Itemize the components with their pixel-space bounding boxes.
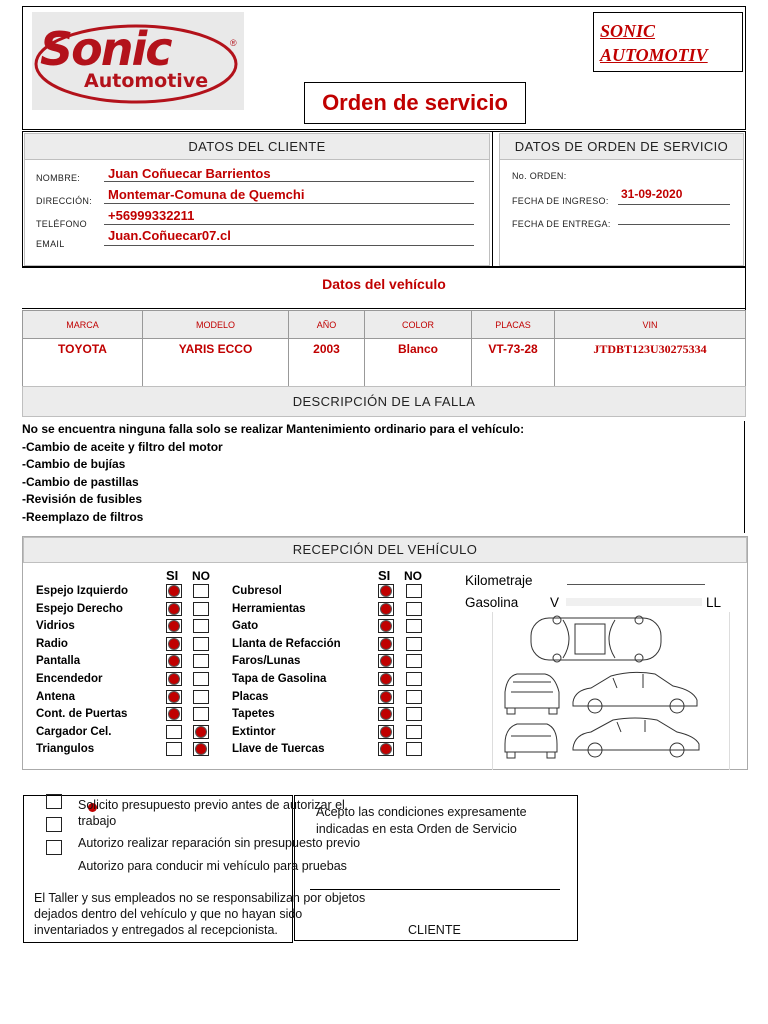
option-presupuesto-checkbox[interactable] <box>46 794 62 809</box>
fecha-ingreso-value: 31-09-2020 <box>621 187 683 201</box>
car-diagram <box>492 612 730 770</box>
option-presupuesto-label-cont: trabajo <box>78 814 117 828</box>
left-no-checkbox[interactable] <box>193 602 209 616</box>
right-si-checkbox[interactable] <box>378 707 394 721</box>
right-si-checkbox[interactable] <box>378 690 394 704</box>
left-no-checkbox[interactable] <box>193 654 209 668</box>
right-no-checkbox[interactable] <box>406 619 422 633</box>
left-no-checkbox[interactable] <box>193 672 209 686</box>
left-item-label: Encendedor <box>36 673 103 685</box>
right-si-checkbox[interactable] <box>378 742 394 756</box>
vehicle-heading: Datos del vehículo <box>322 276 446 292</box>
left-item-label: Antena <box>36 690 75 703</box>
right-si-checkbox[interactable] <box>378 725 394 739</box>
col-vin: VIN <box>555 311 746 339</box>
option-conducir-checkbox[interactable] <box>46 840 62 855</box>
sonic-automotive-logo <box>32 12 244 110</box>
client-heading: DATOS DEL CLIENTE <box>24 133 490 160</box>
left-item-label: Vidrios <box>36 620 75 633</box>
divider <box>492 131 493 268</box>
reception-heading: RECEPCIÓN DEL VEHÍCULO <box>23 537 747 563</box>
signature-line[interactable] <box>310 889 560 890</box>
ano-value: 2003 <box>289 339 365 389</box>
direccion-underline <box>104 203 474 204</box>
disclaimer-line-1: El Taller y sus empleados no se responsabilizan por objetos <box>34 891 366 905</box>
fecha-ingreso-label: FECHA DE INGRESO: <box>512 196 609 206</box>
fault-line: -Cambio de bujías <box>22 457 126 471</box>
right-no-checkbox[interactable] <box>406 707 422 721</box>
left-no-checkbox[interactable] <box>193 584 209 598</box>
logo-word: Sonic <box>40 22 171 76</box>
fecha-entrega-label: FECHA DE ENTREGA: <box>512 219 611 229</box>
left-si-checkbox[interactable] <box>166 725 182 739</box>
logo-sub: Automotive <box>84 70 209 92</box>
left-item-label: Espejo Derecho <box>36 602 123 615</box>
right-no-checkbox[interactable] <box>406 584 422 598</box>
email-underline <box>104 245 474 246</box>
right-si-checkbox[interactable] <box>378 654 394 668</box>
gasolina-label: Gasolina <box>465 595 519 610</box>
option-sin-presupuesto-checkbox[interactable] <box>46 817 62 832</box>
brand-line-1: SONIC <box>600 21 656 41</box>
right-no-checkbox[interactable] <box>406 672 422 686</box>
right-item-label: Herramientas <box>232 602 306 615</box>
gas-full-label: LL <box>706 595 722 610</box>
acepto-line-1: Acepto las condiciones expresamente <box>316 805 527 819</box>
left-si-checkbox[interactable] <box>166 742 182 756</box>
telefono-underline <box>104 224 474 225</box>
right-si-checkbox[interactable] <box>378 602 394 616</box>
left-item-label: Cargador Cel. <box>36 725 112 738</box>
right-item-label: Tapetes <box>232 708 275 721</box>
right-no-checkbox[interactable] <box>406 637 422 651</box>
right-no-checkbox[interactable] <box>406 654 422 668</box>
right-item-label: Llave de Tuercas <box>232 743 325 756</box>
no-header-left: NO <box>192 569 210 583</box>
left-no-checkbox[interactable] <box>193 725 209 739</box>
nombre-value: Juan Coñuecar Barrientos <box>108 166 271 181</box>
nombre-label: NOMBRE: <box>36 173 81 183</box>
right-si-checkbox[interactable] <box>378 672 394 686</box>
left-si-checkbox[interactable] <box>166 672 182 686</box>
col-modelo: MODELO <box>143 311 289 339</box>
email-value: Juan.Coñuecar07.cl <box>108 228 231 243</box>
vin-value: JTDBT123U30275334 <box>555 339 746 389</box>
right-si-checkbox[interactable] <box>378 637 394 651</box>
left-no-checkbox[interactable] <box>193 690 209 704</box>
fecha-entrega-underline <box>618 224 730 225</box>
fault-line: -Cambio de pastillas <box>22 474 139 489</box>
vehicle-value-row <box>23 339 746 389</box>
left-item-label: Espejo Izquierdo <box>36 585 129 597</box>
fault-line: -Cambio de aceite y filtro del motor <box>22 439 223 454</box>
right-item-label: Faros/Lunas <box>232 655 301 668</box>
right-item-label: Tapa de Gasolina <box>232 673 327 685</box>
left-no-checkbox[interactable] <box>193 742 209 756</box>
col-marca: MARCA <box>23 311 143 339</box>
option-conducir-label: Autorizo para conducir mi vehículo para pruebas <box>78 859 347 873</box>
col-color: COLOR <box>365 311 472 339</box>
left-no-checkbox[interactable] <box>193 619 209 633</box>
left-si-checkbox[interactable] <box>166 654 182 668</box>
left-si-checkbox[interactable] <box>166 707 182 721</box>
modelo-value: YARIS ECCO <box>143 339 289 389</box>
right-no-checkbox[interactable] <box>406 602 422 616</box>
kilometraje-field[interactable] <box>567 584 705 585</box>
left-item-label: Cont. de Puertas <box>36 708 128 721</box>
right-no-checkbox[interactable] <box>406 690 422 704</box>
right-no-checkbox[interactable] <box>406 725 422 739</box>
page-title: Orden de servicio <box>304 82 526 124</box>
left-item-label: Triangulos <box>36 743 95 756</box>
orden-no-label: No. ORDEN: <box>512 171 567 181</box>
kilometraje-label: Kilometraje <box>465 573 533 588</box>
placas-value: VT-73-28 <box>472 339 555 389</box>
fecha-ingreso-underline <box>618 204 730 205</box>
direccion-value: Montemar-Comuna de Quemchi <box>108 187 305 202</box>
vehicle-table <box>22 310 746 389</box>
right-item-label: Extintor <box>232 725 276 738</box>
disclaimer-line-3: inventariados y entregados al recepcionista. <box>34 923 278 937</box>
col-placas: PLACAS <box>472 311 555 339</box>
right-item-label: Placas <box>232 690 269 703</box>
direccion-label: DIRECCIÓN: <box>36 196 93 206</box>
brand-box <box>593 12 743 72</box>
logo-registered: ® <box>230 38 237 48</box>
color-value: Blanco <box>365 339 472 389</box>
order-heading: DATOS DE ORDEN DE SERVICIO <box>499 133 744 160</box>
telefono-value: +56999332211 <box>108 208 195 223</box>
right-si-checkbox[interactable] <box>378 584 394 598</box>
fuel-gauge[interactable] <box>566 598 702 606</box>
left-item-label: Radio <box>36 637 68 650</box>
right-no-checkbox[interactable] <box>406 742 422 756</box>
gas-empty-label: V <box>550 595 560 610</box>
brand-line-2: AUTOMOTIV <box>600 45 708 65</box>
no-header-right: NO <box>404 569 422 583</box>
fault-line: No se encuentra ninguna falla solo se realizar Mantenimiento ordinario para el vehículo: <box>22 422 525 436</box>
left-si-checkbox[interactable] <box>166 584 182 598</box>
acepto-line-2: indicadas en esta Orden de Servicio <box>316 822 517 836</box>
fault-line: -Reemplazo de filtros <box>22 509 144 524</box>
col-ano: AÑO <box>289 311 365 339</box>
marca-value: TOYOTA <box>23 339 143 389</box>
left-si-checkbox[interactable] <box>166 619 182 633</box>
divider <box>22 308 746 309</box>
vehicle-header-row <box>23 311 746 339</box>
fault-heading: DESCRIPCIÓN DE LA FALLA <box>22 386 746 417</box>
telefono-label: TELÉFONO <box>36 219 87 229</box>
email-label: EMAIL <box>36 239 65 249</box>
nombre-underline <box>104 181 474 182</box>
option-presupuesto-label: Solicito presupuesto previo antes de autorizar el <box>78 798 345 812</box>
left-si-checkbox[interactable] <box>166 602 182 616</box>
left-no-checkbox[interactable] <box>193 637 209 651</box>
car-outline-icon <box>493 612 729 770</box>
left-si-checkbox[interactable] <box>166 637 182 651</box>
fault-line: -Revisión de fusibles <box>22 492 143 506</box>
left-item-label: Pantalla <box>36 655 81 668</box>
left-no-checkbox[interactable] <box>193 707 209 721</box>
option-sin-presupuesto-label: Autorizo realizar reparación sin presupuesto previo <box>78 836 361 850</box>
left-si-checkbox[interactable] <box>166 690 182 704</box>
cliente-signature-label: CLIENTE <box>408 923 461 937</box>
disclaimer-line-2: dejados dentro del vehículo y que no hayan sido <box>34 907 303 921</box>
right-item-label: Gato <box>232 620 259 633</box>
si-header-right: SI <box>378 568 391 583</box>
divider <box>22 266 746 267</box>
fault-description <box>22 421 745 533</box>
right-si-checkbox[interactable] <box>378 619 394 633</box>
right-item-label: Llanta de Refacción <box>232 637 341 650</box>
right-item-label: Cubresol <box>232 585 282 597</box>
si-header-left: SI <box>166 568 179 583</box>
